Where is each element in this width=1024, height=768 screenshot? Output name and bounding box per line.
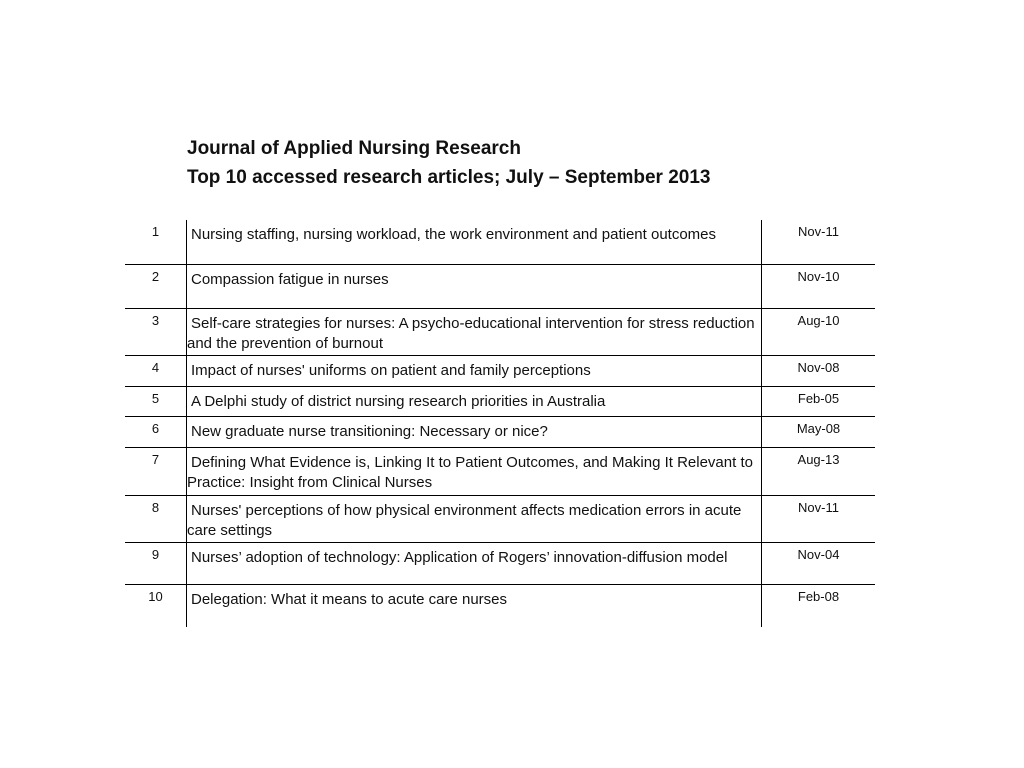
table-row (125, 309, 875, 356)
article-rank: 3 (151, 313, 160, 328)
table-row (125, 496, 875, 543)
article-date: Feb-05 (797, 391, 840, 406)
table-row (125, 265, 875, 309)
articles-table (125, 220, 875, 627)
article-title: Self-care strategies for nurses: A psycho-educational intervention for stress reduction and the prevention of burnout (187, 315, 755, 352)
article-title: Nurses’ adoption of technology: Application of Rogers’ innovation-diffusion model (191, 549, 728, 566)
article-rank: 9 (151, 547, 160, 562)
article-title: A Delphi study of district nursing research priorities in Australia (191, 393, 606, 410)
article-title: Impact of nurses' uniforms on patient and family perceptions (191, 362, 591, 379)
article-title: Nurses' perceptions of how physical environment affects medication errors in acute care settings (187, 502, 742, 539)
article-date: Feb-08 (797, 589, 840, 604)
table-row (125, 356, 875, 387)
article-date: May-08 (796, 421, 841, 436)
table-row (125, 387, 875, 417)
article-rank: 2 (151, 269, 160, 284)
article-rank: 6 (151, 421, 160, 436)
article-title: Delegation: What it means to acute care nurses (191, 591, 507, 608)
article-date: Nov-11 (798, 224, 839, 239)
article-rank: 5 (151, 391, 160, 406)
table-row (125, 448, 875, 496)
document-title: Journal of Applied Nursing Research (187, 138, 521, 159)
article-title: Nursing staffing, nursing workload, the work environment and patient outcomes (191, 226, 717, 243)
table-row (125, 585, 875, 627)
article-title: Compassion fatigue in nurses (191, 271, 389, 288)
article-title: New graduate nurse transitioning: Necessary or nice? (191, 423, 548, 440)
article-date: Nov-08 (797, 360, 840, 375)
article-date: Nov-04 (797, 547, 840, 562)
table-row (125, 417, 875, 448)
table-row (125, 543, 875, 585)
article-rank: 1 (151, 224, 160, 239)
article-rank: 10 (148, 589, 163, 604)
article-date: Nov-10 (797, 269, 840, 284)
article-rank: 7 (151, 452, 160, 467)
article-rank: 8 (151, 500, 160, 515)
table-row (125, 220, 875, 265)
article-date: Nov-11 (798, 500, 839, 515)
article-title: Defining What Evidence is, Linking It to Patient Outcomes, and Making It Relevant to Practice: Insight from Clinical Nurses (187, 454, 753, 491)
article-rank: 4 (151, 360, 160, 375)
document-subtitle: Top 10 accessed research articles; July – September 2013 (187, 167, 711, 188)
article-date: Aug-10 (797, 313, 840, 328)
article-date: Aug-13 (797, 452, 840, 467)
